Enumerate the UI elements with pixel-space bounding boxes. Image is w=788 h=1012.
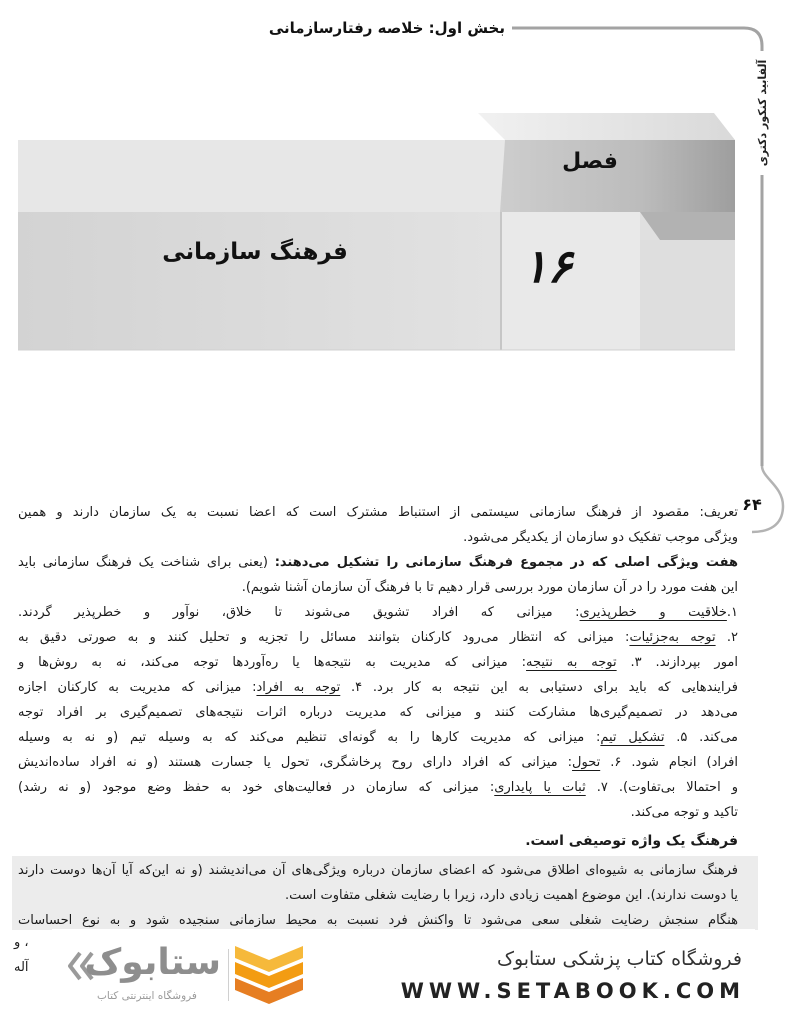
line-text: می‌کند. ۵. [664, 730, 739, 745]
body-line [18, 550, 738, 575]
body-line [18, 575, 738, 600]
underlined-term: ثبات یا پایداری [494, 780, 586, 795]
line-text: : میزانی که سازمان در فعالیت‌های خود به حفظ وضع موجود (و نه رشد) [18, 780, 495, 795]
line-text: و احتمالا بی‌تفاوت). ۷. [585, 780, 738, 795]
line-text: یا دوست ندارند). این موضوع اهمیت زیادی دارد، زیرا با رضایت شغلی متفاوت است. [284, 888, 738, 903]
line-text: : میزانی که مدیریت کارها را به گونه‌ای تنظیم می‌کند که به وسیله تیم (و نه به وسیله [18, 730, 601, 745]
store-name: فروشگاه کتاب پزشکی ستابوک [496, 948, 742, 970]
occluded-text-fragment: ، و [14, 935, 29, 950]
body-line [18, 500, 738, 525]
line-text: : میزانی که افراد تشویق می‌شوند تا خلاق، نوآور و خطرپذیر گردند. [18, 605, 580, 620]
body-line [18, 750, 738, 775]
banner-upper-strip [18, 140, 505, 212]
page-number: ۶۴ [742, 495, 762, 514]
logo-divider [228, 949, 229, 1001]
line-text: فرهنگ سازمانی به شیوه‌ای اطلاق می‌شود که اعضای سازمان درباره ویژگی‌های آن می‌اندیشند (و نه این‌که آیا آن‌ها دوست دارند [18, 863, 738, 878]
banner-lower-right [640, 240, 735, 350]
body-line [18, 725, 738, 750]
body-line [18, 800, 738, 825]
line-text: (یعنی برای شناخت یک فرهنگ سازمانی باید [18, 555, 275, 570]
line-text: ۱. [726, 605, 738, 620]
line-text: فرایندهایی که باید برای دستیابی به این نتیجه به کار برد. ۴. [340, 680, 738, 695]
section-title: بخش اول: خلاصه رفتارسازمانی [268, 19, 505, 37]
underlined-term: خلاقیت و خطرپذیری [579, 605, 727, 620]
line-text: هنگام سنجش رضایت شغلی سعی می‌شود تا واکنش فرد نسبت به محیط سازمانی سنجیده شود و به نوع احساسات [18, 913, 738, 928]
body-line [18, 650, 738, 675]
line-text: ویژگی موجب تفکیک دو سازمان از یکدیگر می‌شود. [463, 530, 738, 545]
bold-lead-in: هفت ویژگی اصلی که در مجموع فرهنگ سازمانی را تشکیل می‌دهند: [274, 555, 738, 570]
chapter-label: فصل [562, 149, 618, 174]
body-line [18, 883, 738, 908]
side-tab-label: آلفابید کنکور دکتری [754, 51, 772, 175]
line-text: تاکید و توجه می‌کند. [630, 805, 738, 820]
line-text: : میزانی که انتظار می‌رود کارکنان بتوانند مسائل را تجزیه و تحلیل کنند و به صورتی دقیق به [18, 630, 630, 645]
watermark-banner [52, 929, 755, 1012]
store-website: WWW.SETABOOK.COM [400, 979, 745, 1003]
store-logo-text: ستابوک [84, 942, 221, 983]
tab-top-face [478, 113, 735, 140]
chapter-banner [0, 0, 788, 400]
underlined-term: تشکیل تیم [600, 730, 665, 745]
body-line [18, 858, 738, 883]
line-text: ۲. [715, 630, 738, 645]
underlined-term: توجه به‌جزئیات [629, 630, 716, 645]
underlined-term: تحول [572, 755, 601, 770]
chapter-number: ۱۶ [522, 239, 573, 293]
body-line [18, 600, 738, 625]
banner-title-panel [18, 212, 500, 350]
stacked-chevron-logo-icon [235, 946, 303, 1004]
body-line [18, 525, 738, 550]
line-text: می‌دهد در تصمیم‌گیری‌ها مشارکت کنند و میزانی که مدیریت درباره اثرات نتیجه‌های تصمیم‌گیری بر افراد توجه [18, 705, 738, 720]
body-line [18, 775, 738, 800]
body-line [18, 675, 738, 700]
occluded-text-fragment: آله [14, 960, 29, 975]
underlined-term: توجه به نتیجه [526, 655, 617, 670]
line-text: : میزانی که مدیریت به کارکنان اجازه [18, 680, 257, 695]
body-line [18, 700, 738, 725]
line-text: این هفت مورد را در آن سازمان مورد بررسی قرار دهیم تا با فرهنگ آن سازمان آشنا شویم). [241, 580, 738, 595]
section-heading [18, 829, 738, 854]
line-text: تعریف: مقصود از فرهنگ سازمانی سیستمی از استنباط مشترک است که اعضا نسبت به یک سازمان دارند و همین [18, 505, 738, 520]
heading-text: فرهنگ یک واژه توصیفی است. [525, 833, 738, 849]
line-text: : میزانی که افراد دارای روح پرخاشگری، تحول یا جسارت هستند (و نه افراد ساده‌اندیش [18, 755, 573, 770]
store-logo-tagline: فروشگاه اینترنتی کتاب [97, 990, 197, 1002]
line-text: امور بپردازند. ۳. [616, 655, 739, 670]
line-text: : میزانی که مدیریت به نتیجه‌ها یا ره‌آوردها توجه می‌کند، نه به روش‌ها و [18, 655, 527, 670]
underlined-term: توجه به افراد [256, 680, 341, 695]
line-text: افراد) انجام شود. ۶. [600, 755, 739, 770]
chapter-title: فرهنگ سازمانی [162, 239, 348, 265]
body-line [18, 625, 738, 650]
